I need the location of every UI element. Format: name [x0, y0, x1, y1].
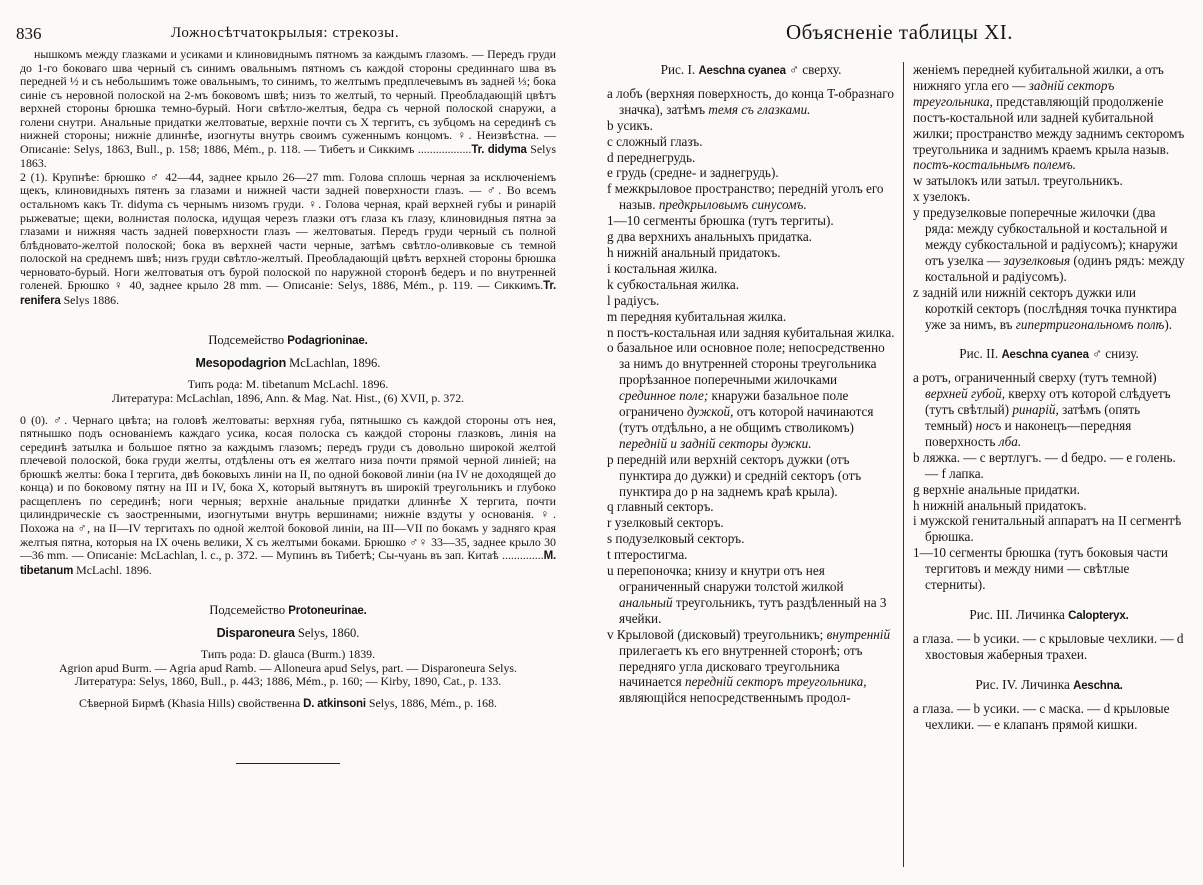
legend-text: g два верхнихъ анальныхъ придатка. [607, 229, 812, 245]
figure-heading [607, 62, 895, 80]
legend-text: m передняя кубитальная жилка. [607, 308, 787, 324]
legend-text: ). [1164, 316, 1173, 332]
legend-list [913, 62, 1185, 332]
genus-name: Disparoneura [216, 625, 295, 640]
italic-term: постъ-костальнымъ полемъ. [913, 157, 1076, 173]
genus-synonyms: Agrion apud Burm. — Agria apud Ramb. — Alloneura apud Selys, part. — Disparoneura Selys. [58, 660, 518, 675]
legend-text: e грудь (средне- и заднегрудь). [607, 165, 779, 181]
legend-text: a глаза. — b усики. — c крыловые чехлики. — d хвостовыя жаберныя трахеи. [913, 630, 1184, 662]
species-name: Calopteryx. [1068, 610, 1129, 622]
legend-text: 1—10 сегменты брюшка (тутъ боковыя части тергитовъ и между ними — свѣтлые стерниты). [913, 545, 1168, 593]
legend-item [607, 245, 895, 261]
italic-term: предкрыловымъ синусомъ. [658, 197, 807, 213]
genus-literature: Литература: Selys, 1860, Bull., p. 443; 1886, Mém., p. 160; — Kirby, 1890, Cat., p. 133. [74, 674, 502, 689]
legend-item [607, 340, 895, 451]
text: Сѣверной Бирмѣ (Khasia Hills) свойственна [78, 695, 304, 710]
species-name: Aeschna cyanea [698, 65, 786, 77]
legend-text: представляющій продолженіе постъ-костальной или задней кубитальной жилки; пространство между заднимъ секторомъ треугольника и заднимъ краемъ крыла назыв. [913, 93, 1185, 157]
legend-text: k субкостальная жилка. [607, 276, 740, 292]
text: нышкомъ между глазками и усиками и клиновиднымъ пятномъ за каждымъ глазомъ. — Передъ груди до 1-го боковаго шва черный съ синимъ овальнымъ пятномъ съ каждой стороны срединнаго шва въ передней ½ и съ небольшимъ тоже овальнымъ, то синимъ, то желтымъ предплечевымъ въ задней ⅓; бока синіе съ неровной полоской на 2-мъ боковомъ швѣ; низъ то желтый, то черный. Преобладающій цвѣтъ верхней стороны брюшка темно-бурый. Ноги свѣтло-желтыя, бедра съ черной полоской снаружи, а голени снутри. Анальные придатки желтоватые, верхніе почти съ X тергитъ, съ зубцомъ на серединѣ съ нижней стороны; нижніе длиннѣе, изогнуты внутрь своимъ суженнымъ концомъ. ♀. Неизвѣстна. — Описаніе: Selys, 1863, Bull., p. 158; 1886, Mém., p. 118. — Тибетъ и Сиккимъ .................. [20, 47, 556, 156]
legend-text: d переднегрудь. [607, 149, 696, 165]
species-name: M. tibetanum [20, 550, 556, 577]
running-head: Ложносѣтчатокрылыя: стрекозы. [171, 25, 400, 41]
italic-term: дужкой, [687, 404, 734, 420]
italic-term: анальный [619, 594, 673, 610]
legend-text: r узелковый секторъ. [607, 515, 724, 531]
legend-text: p передній или верхній секторъ дужки (отъ пунктира до дужки) и средній секторъ (отъ пунктира до p на заднемъ краѣ крыла). [607, 451, 862, 499]
legend-text: i костальная жилка. [607, 260, 718, 276]
subfamily-name: Podagrioninae. [287, 335, 368, 348]
column-right [913, 62, 1185, 732]
legend-list [913, 370, 1185, 593]
legend-item [913, 513, 1185, 545]
legend-item [913, 498, 1185, 514]
legend-item [913, 545, 1185, 593]
legend-text: l радіусъ. [607, 292, 660, 308]
legend-item [607, 86, 895, 118]
legend-item [607, 499, 895, 515]
legend-text: a ротъ, ограниченный сверху (тутъ темной) [913, 370, 1157, 386]
text: ♂ снизу. [1088, 346, 1139, 362]
legend-text: n постъ-костальная или задняя кубитальная жилка. [607, 324, 895, 340]
legend-item [607, 134, 895, 150]
subfamily-heading [20, 604, 556, 619]
text: 0 (0). ♂. Чернаго цвѣта; на головѣ желтоваты: верхняя губа, пятнышко съ каждой стороны отъ нея, пятнышко подъ основаніемъ каждаго усика, косая полоска съ каждой стороны глазковъ, линія на серединѣ затылка и большое пятно за каждымъ глазомъ; передъ груди съ довольно широкой желтой плечевой полоской, бока груди желты, отдѣлены отъ ея желтаго низа почти прямой черной линіей; на брюшкѣ желты: бока I тергита, двѣ боковыхъ линіи на II, по одной боковой линіи (на IV не доходящей до конца) и по боковому пятну на III и IV, бока X, который вытянутъ въ широкій треугольникъ и глубоко расщепленъ по серединѣ; ноги черныя; верхніе анальные придатки длиннѣе X тергита, почти цилиндрическіе съ заостренными, изогнутыми внутрь вершинами; нижніе вздуты у основанія. ♀. Похожа на ♂, на II—IV тергитахъ по одной желтой боковой линіи, на III—VII по бокамъ у задняго края желтыя пятна, которыя на IX очень велики, X съ желтыми боками. Брюшко ♂♀ 33—35, заднее крыло 30—36 mm. — Описаніе: McLachlan, l. c., p. 372. — Мупинъ въ Тибетѣ; Сы-чуань въ зап. Китаѣ .............. [20, 412, 556, 563]
text: Подсемейство [209, 603, 289, 618]
italic-term: темя съ глазками. [708, 101, 811, 117]
paragraph-atkinsoni [20, 697, 556, 712]
legend-text: (одинъ рядъ: между костальной и радіусомъ). [925, 252, 1185, 284]
legend-list [913, 701, 1185, 733]
text: ♂ сверху. [785, 62, 842, 77]
legend-text: x узелокъ. [913, 189, 971, 205]
text: Рис. II. [959, 346, 1002, 362]
legend-text: кверху отъ которой слѣдуетъ (тутъ свѣтлый) [925, 386, 1171, 418]
legend-item [607, 627, 895, 707]
legend-text: i мужской генитальный аппаратъ на II сегментѣ брюшка. [913, 513, 1182, 545]
legend-item [913, 173, 1185, 189]
legend-text: z задній или нижній секторъ дужки или короткій секторъ (послѣдняя точка пунктира уже за нимъ, въ [913, 284, 1177, 332]
legend-text: b усикъ. [607, 117, 653, 133]
legend-item [607, 229, 895, 245]
figure-heading [913, 677, 1185, 695]
species-name: Aeschna. [1073, 679, 1123, 692]
legend-item [913, 482, 1185, 498]
legend-text: u перепоночка; книзу и кнутри отъ нея ограниченный снаружи толстой жилкой [607, 563, 844, 594]
legend-text: o базальное или основное поле; непосредственно за нимъ до внутренней стороны треугольника прорѣзанное поперечными жилочками [607, 340, 885, 388]
subfamily-name: Protoneurinae. [288, 605, 367, 618]
paragraph-tibetanum [20, 414, 556, 579]
column-divider [903, 62, 904, 867]
legend-text: 1—10 сегменты брюшка (тутъ тергиты). [607, 213, 834, 229]
column-left [607, 62, 895, 706]
legend-item [913, 631, 1185, 663]
legend-item [607, 309, 895, 325]
legend-item [913, 450, 1185, 482]
legend-text: h нижній анальный придатокъ. [913, 497, 1087, 513]
page-number: 836 [16, 24, 42, 43]
legend-item [913, 205, 1185, 285]
legend-text: w затылокъ или затыл. треугольникъ. [913, 173, 1123, 189]
genus-type: Типъ рода: D. glauca (Burm.) 1839. [200, 647, 376, 662]
legend-item [607, 150, 895, 166]
italic-term: срединное поле; [619, 388, 709, 404]
legend-text: треугольникъ, тутъ раздѣленный на 3 ячейки. [619, 594, 887, 626]
text: Selys 1863. [20, 141, 557, 171]
italic-term: ринарій, [1012, 402, 1059, 418]
text: 2 (1). Крупнѣе: брюшко ♂ 42—44, заднее крыло 26—27 mm. Голова сплошь черная за исключеніемъ щекъ, клиновидныхъ пятенъ за глазами и нижней части задней поверхности глазъ. — ♂. Во всемъ остальномъ какъ Tr. didyma съ чернымъ низомъ груди. ♀. Голова черная, край верхней губы и ринарій рыжеватые; щеки, волнистая полоска, идущая черезъ глазки отъ глаза къ глазу, клиновидныя пятна за глазами и нижняя часть задней поверхности глазъ — желтоватыя. Передъ груди черный съ полной блѣдновато-желтой полоской; бока въ верхней части черные, затѣмъ свѣтло-оливковые съ темной полоской на среднемъ швѣ; низъ груди свѣтло-желтый. Преобладающій цвѣтъ верхней стороны брюшка черновато-бурый. Ноги желтоватыя отъ бурой полоской по наружной сторонѣ бедеръ и по внутренней голеней. Брюшко ♀ 40, заднее крыло 28 mm. — Описаніе: Selys, 1886, Mém., p. 119. — Сиккимъ. [20, 169, 556, 293]
legend-item [607, 293, 895, 309]
legend-text: a лобъ (верхняя поверхность, до конца T-образнаго значка), затѣмъ [607, 85, 894, 117]
legend-item [607, 563, 895, 627]
legend-text: y предузелковые поперечные жилочки (два ряда: между субкостальной и костальной и между субкостальной и радіусомъ); кнаружи отъ узелка — [913, 205, 1178, 268]
genus-heading [20, 357, 556, 371]
figure-heading [913, 607, 1185, 625]
legend-text: женіемъ передней кубитальной жилки, а отъ нижняго угла его — [913, 62, 1164, 93]
legend-text: являющійся непосредственнымъ продол- [619, 690, 851, 706]
text: Selys, 1886, Mém., p. 168. [365, 695, 498, 710]
legend-text: q главный секторъ. [607, 499, 714, 515]
legend-item [913, 701, 1185, 733]
legend-text: h нижній анальный придатокъ. [607, 244, 781, 260]
left-page-text [20, 48, 556, 764]
legend-item [913, 189, 1185, 205]
legend-item [607, 515, 895, 531]
species-name: Aeschna cyanea [1001, 349, 1089, 362]
genus-type: Типъ рода: M. tibetanum McLachl. 1896. [187, 377, 389, 392]
species-name: Tr. didyma [471, 143, 527, 156]
legend-item [607, 325, 895, 341]
genus-literature: Литература: McLachlan, 1896, Ann. & Mag. Nat. Hist., (6) XVII, p. 372. [111, 391, 465, 406]
text: Selys 1886. [60, 292, 120, 307]
legend-item [607, 165, 895, 181]
legend-item [913, 62, 1185, 173]
legend-text: отъ которой начинаются (тутъ отдѣльно, а не общимъ стволикомъ) [619, 404, 874, 435]
legend-text: и наконецъ—передняя поверхность [925, 418, 1132, 449]
italic-term: внутренній [826, 626, 891, 642]
italic-term: гипертригональномъ полѣ [1015, 316, 1165, 332]
legend-text: t птеростигма. [607, 547, 688, 563]
legend-item [607, 118, 895, 134]
genus-name: Mesopodagrion [195, 355, 287, 370]
legend-item [607, 452, 895, 500]
legend-list [913, 631, 1185, 663]
genus-heading [20, 627, 556, 641]
legend-text: кнаружи базальное поле ограничено [619, 388, 849, 420]
species-name: Tr. renifera [20, 280, 556, 307]
italic-term: верхней губой, [925, 386, 1005, 402]
text: Рис. I. [660, 62, 699, 77]
legend-item [607, 261, 895, 277]
italic-term: носъ [975, 418, 1002, 434]
legend-item [607, 531, 895, 547]
legend-item [607, 277, 895, 293]
end-rule [236, 763, 340, 764]
genus-author: McLachlan, 1896. [286, 355, 381, 370]
legend-text: прилегаетъ къ его внутренней сторонѣ; отъ передняго угла дисковаго треугольника начинается [619, 642, 863, 690]
text: Рис. IV. Личинка [975, 676, 1074, 692]
legend-text: v Крыловой (дисковый) треугольникъ; [607, 626, 827, 642]
legend-text: затѣмъ (опять темный) [925, 402, 1141, 434]
plate-title: Объясненіе таблицы XI. [786, 20, 1014, 44]
figure-heading [913, 346, 1185, 364]
legend-item [607, 547, 895, 563]
text: Подсемейство [208, 333, 288, 348]
legend-item [607, 213, 895, 229]
italic-term: заузелковыя [1003, 252, 1071, 268]
italic-term: передній и задній секторы дужки. [619, 435, 812, 451]
legend-text: b ляжка. — c вертлугъ. — d бедро. — e голень. — f лапка. [913, 449, 1176, 481]
subfamily-heading [20, 334, 556, 349]
text: Рис. III. Личинка [969, 607, 1069, 622]
legend-text: a глаза. — b усики. — c маска. — d крыловые чехлики. — e клапанъ прямой кишки. [913, 700, 1170, 732]
legend-item [607, 181, 895, 213]
legend-item [913, 370, 1185, 450]
text: McLachl. 1896. [73, 562, 152, 577]
legend-text: g верхніе анальные придатки. [913, 481, 1080, 497]
italic-term: лба. [998, 433, 1022, 449]
genus-author: Selys, 1860. [294, 625, 360, 640]
legend-item [913, 285, 1185, 333]
italic-term: передній секторъ треугольника, [684, 674, 867, 690]
italic-term: задній секторъ треугольника, [913, 77, 1115, 109]
legend-text: s подузелковый секторъ. [607, 531, 745, 547]
legend-list [607, 86, 895, 706]
species-name: D. atkinsoni [303, 697, 366, 710]
paragraph-renifera [20, 171, 556, 308]
legend-text: f межкрыловое пространство; передній уголъ его назыв. [607, 181, 884, 213]
legend-text: c сложный глазъ. [607, 133, 703, 149]
paragraph-didyma [20, 48, 556, 171]
